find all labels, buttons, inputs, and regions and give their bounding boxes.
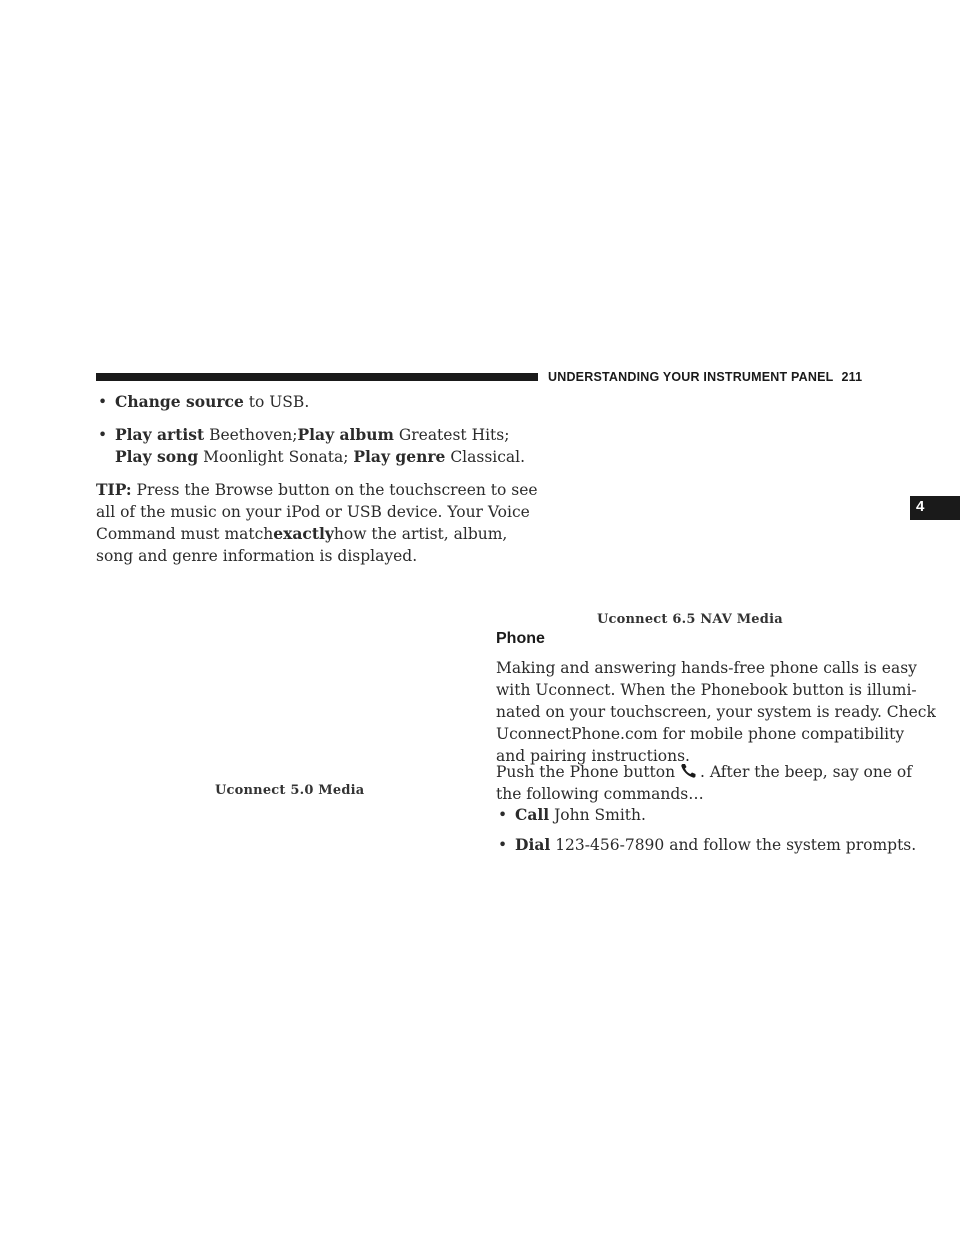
tip-text: Press the Browse button on the touchscreen to see — [131, 481, 538, 499]
tip-text: song and genre information is displayed. — [96, 547, 418, 565]
phone-intro-paragraph — [496, 657, 936, 767]
tip-paragraph — [96, 479, 538, 567]
paragraph-line: with Uconnect. When the Phonebook button is illumi- — [496, 681, 917, 699]
running-header — [548, 370, 862, 384]
paragraph-line: nated on your touchscreen, your system is ready. Check — [496, 703, 936, 721]
paragraph-line: UconnectPhone.com for mobile phone compatibility — [496, 725, 905, 743]
phone-icon — [680, 763, 700, 779]
command-text: to USB. — [243, 393, 310, 411]
header-rule — [96, 373, 538, 381]
command-text: Beethoven; — [204, 426, 298, 444]
paragraph-text: Push the Phone button — [496, 763, 676, 781]
command-text: Moonlight Sonata; — [198, 448, 354, 466]
command-label: Call — [515, 805, 550, 824]
command-text: 123-456-7890 and follow the system prompts. — [550, 836, 917, 854]
command-text: John Smith. — [549, 806, 646, 824]
paragraph-text: . After the beep, say one of — [700, 763, 912, 781]
chapter-number: 4 — [916, 498, 925, 515]
section-heading-phone: Phone — [496, 630, 545, 647]
figure-caption-uconnect-65: Uconnect 6.5 NAV Media — [597, 612, 783, 627]
command-label: Dial — [515, 835, 551, 854]
bullet-dot: • — [498, 806, 508, 824]
command-label: Play genre — [353, 447, 446, 466]
phone-instructions-paragraph — [496, 761, 912, 805]
command-text: Greatest Hits; — [393, 426, 510, 444]
bullet-dot: • — [98, 393, 108, 411]
paragraph-line: Making and answering hands-free phone calls is easy — [496, 659, 917, 677]
command-text: Classical. — [445, 448, 526, 466]
paragraph-line: and pairing instructions. — [496, 747, 690, 765]
bullet-dot: • — [498, 836, 508, 854]
tip-text: all of the music on your iPod or USB device. Your Voice — [96, 503, 530, 521]
tip-text: how the artist, album, — [333, 525, 508, 543]
paragraph-text: the following commands… — [496, 785, 704, 803]
tip-emphasis: exactly — [273, 524, 334, 543]
command-label: Play album — [297, 425, 394, 444]
command-label: Play song — [115, 447, 199, 466]
figure-caption-uconnect-5: Uconnect 5.0 Media — [215, 783, 365, 798]
tip-label: TIP: — [96, 480, 132, 499]
bullet-dot: • — [98, 426, 108, 444]
page-number: 211 — [841, 370, 863, 384]
command-label: Change source — [115, 392, 244, 411]
command-label: Play artist — [115, 425, 205, 444]
tip-text: Command must match — [96, 525, 274, 543]
chapter-tab — [926, 496, 960, 520]
header-title: UNDERSTANDING YOUR INSTRUMENT PANEL — [548, 370, 834, 384]
